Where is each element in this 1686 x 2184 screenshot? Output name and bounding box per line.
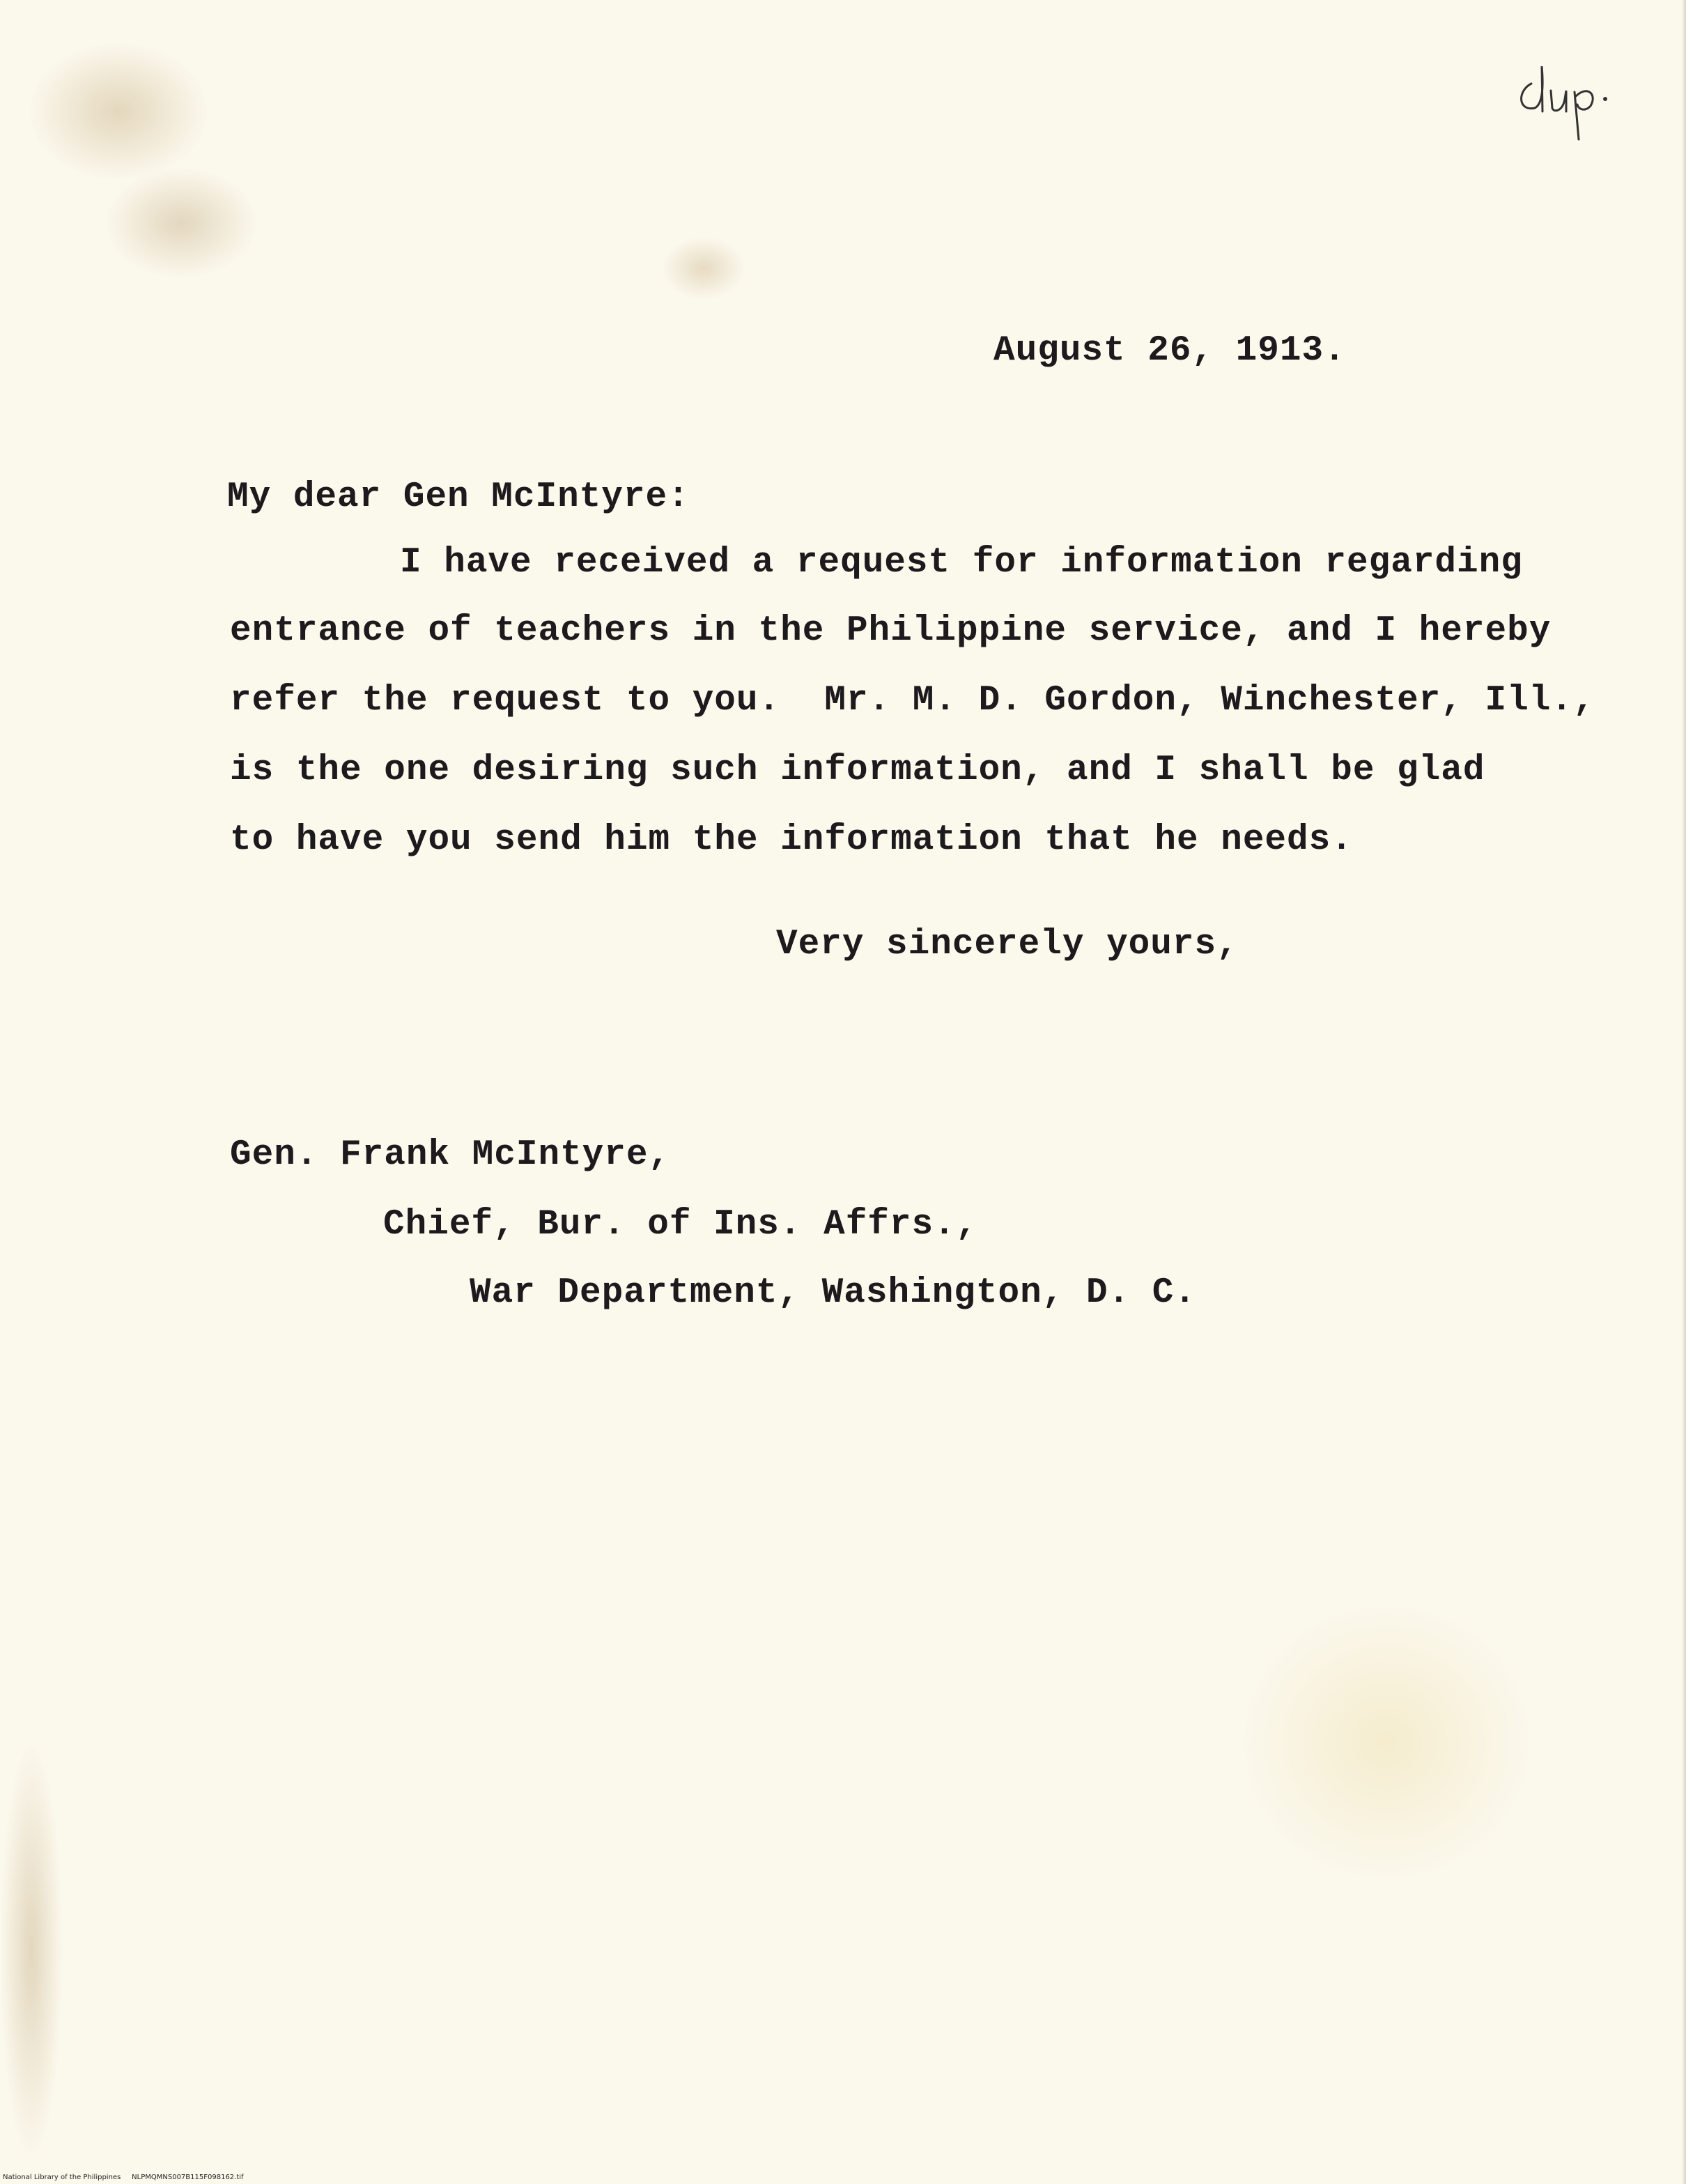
page-edge	[1682, 0, 1686, 2184]
addressee-title: Chief, Bur. of Ins. Affrs.,	[383, 1205, 978, 1245]
archive-caption: National Library of the Philippines NLPMQMNS007B115F098162.tif	[3, 2174, 244, 2181]
body-line: I have received a request for information regarding	[400, 543, 1523, 583]
addressee-department: War Department, Washington, D. C.	[470, 1273, 1196, 1313]
body-line: to have you send him the information that he needs.	[230, 820, 1353, 860]
paper-stain	[105, 167, 258, 279]
paper-stain	[28, 42, 209, 181]
salutation: My dear Gen McIntyre:	[227, 477, 690, 517]
closing: Very sincerely yours,	[776, 925, 1239, 964]
paper-stain	[0, 1742, 63, 2160]
addressee-name: Gen. Frank McIntyre,	[230, 1135, 671, 1175]
body-line: entrance of teachers in the Philippine service, and I hereby	[230, 611, 1552, 651]
body-line: is the one desiring such information, and I shall be glad	[230, 751, 1485, 790]
body-line: refer the request to you. Mr. M. D. Gordon, Winchester, Ill.,	[230, 681, 1595, 721]
paper-stain	[662, 237, 745, 300]
paper-stain	[1240, 1603, 1533, 1882]
handwritten-dup-note	[1510, 42, 1622, 146]
letter-date: August 26, 1913.	[993, 331, 1346, 371]
